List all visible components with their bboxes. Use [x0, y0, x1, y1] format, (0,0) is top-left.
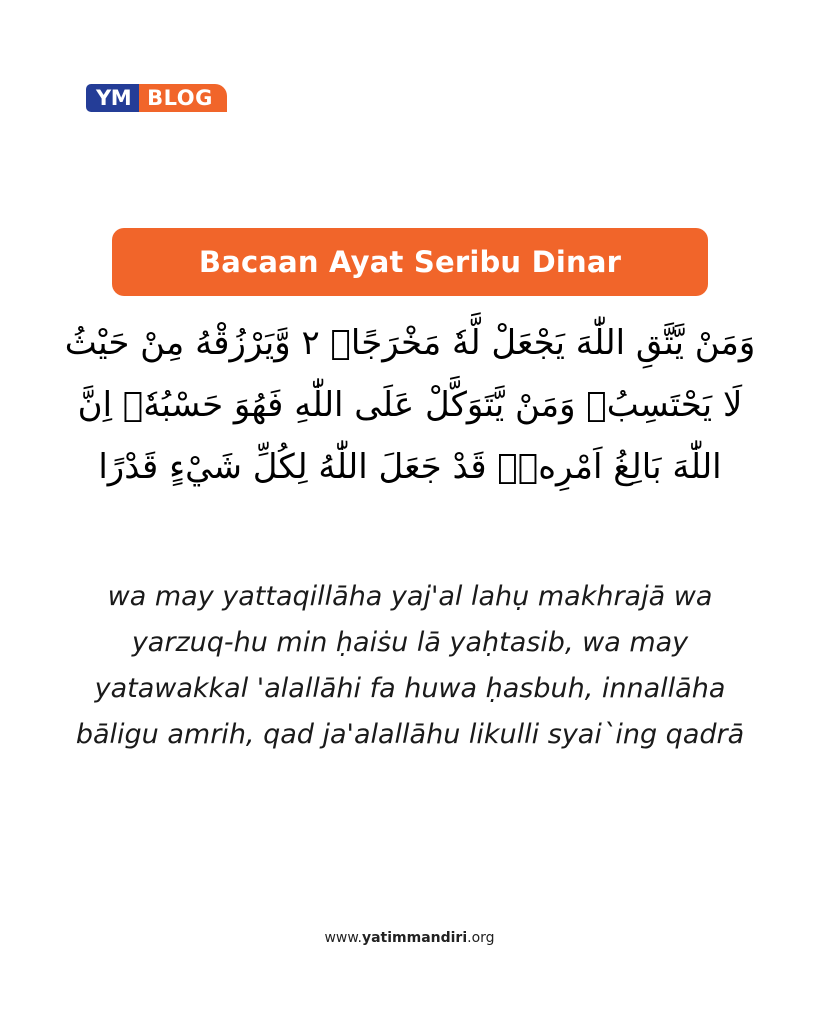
logo-blog: BLOG — [139, 84, 227, 112]
arabic-verse: وَمَنْ يَّتَّقِ اللّٰهَ يَجْعَلْ لَّهٗ مَخْرَجًاۙ ٢ وَّيَرْزُقْهُ مِنْ حَيْثُ لَا يَحْتَسِبُۗ وَمَنْ يَّتَوَكَّلْ عَلَى اللّٰهِ فَهُوَ حَسْبُهٗۗ اِنَّ اللّٰهَ بَالِغُ اَمْرِهٖۗ قَدْ جَعَلَ اللّٰهُ لِكُلِّ شَيْءٍ قَدْرًا — [64, 323, 756, 487]
footer-website — [0, 930, 819, 946]
logo-ym: YM — [86, 84, 139, 112]
title-banner — [112, 228, 708, 296]
brand-logo — [86, 84, 227, 112]
footer-prefix: www. — [324, 930, 362, 946]
page-title: Bacaan Ayat Seribu Dinar — [198, 245, 622, 279]
footer-suffix: .org — [467, 930, 495, 946]
footer-domain: yatimmandiri — [361, 930, 468, 946]
transliteration-text: wa may yattaqillāha yaj'al lahụ makhrajā wa yarzuq-hu min ḥaiṡu lā yaḥtasib, wa may yatawakkal 'alallāhi fa huwa ḥasbuh, innallāha bāligu amrih, qad ja'alallāhu likulli syai`ing qadrā — [75, 581, 745, 750]
